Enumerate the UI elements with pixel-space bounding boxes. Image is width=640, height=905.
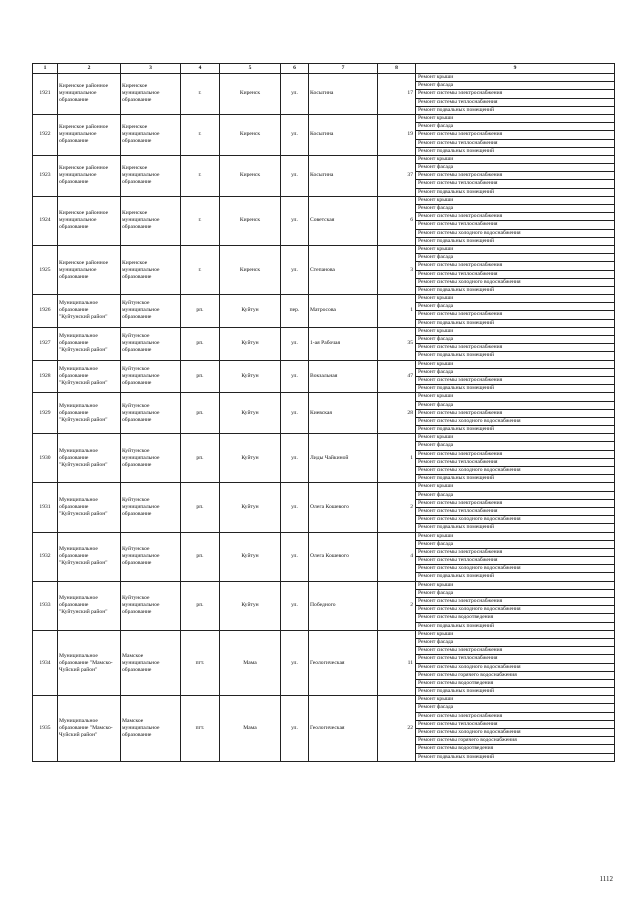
repair-works-cell: [416, 696, 615, 762]
settlement-name: Куйтун: [220, 295, 281, 328]
municipality: Куйтунское муниципальное образование: [121, 393, 181, 434]
street-name: Геологическая: [309, 696, 378, 762]
repair-work-item: Ремонт фасада: [416, 402, 614, 410]
municipality: Куйтунское муниципальное образование: [121, 532, 181, 581]
municipality: Куйтунское муниципальное образование: [121, 434, 181, 483]
municipality: Мамское муниципальное образование: [121, 696, 181, 762]
row-number: 1926: [33, 295, 58, 328]
table-row: [33, 393, 615, 434]
table-row: [33, 434, 615, 483]
street-type: ул.: [281, 483, 309, 532]
header-cell: 8: [378, 64, 416, 74]
municipal-district: Муниципальное образование "Куйтунский район": [58, 581, 121, 630]
repair-works-cell: [416, 327, 615, 360]
house-number: 19: [378, 114, 416, 155]
municipal-district: Киренское районное муниципальное образование: [58, 245, 121, 294]
header-row: [33, 64, 615, 74]
repair-work-item: Ремонт системы теплоснабжения: [416, 557, 614, 565]
house-number: 6: [378, 196, 416, 245]
settlement-name: Мама: [220, 630, 281, 696]
street-type: ул.: [281, 74, 309, 115]
repair-work-item: Ремонт системы теплоснабжения: [416, 99, 614, 107]
page-number: 1112: [599, 875, 613, 883]
street-name: Косыгина: [309, 114, 378, 155]
settlement-type: рп.: [181, 581, 220, 630]
house-number: 1: [378, 434, 416, 483]
repair-works-cell: [416, 483, 615, 532]
municipality: Куйтунское муниципальное образование: [121, 581, 181, 630]
municipality: Мамское муниципальное образование: [121, 630, 181, 696]
header-cell: 5: [220, 64, 281, 74]
repair-work-item: Ремонт системы водоотведения: [416, 680, 614, 688]
settlement-type: рп.: [181, 295, 220, 328]
street-type: ул.: [281, 114, 309, 155]
repair-work-item: Ремонт системы холодного водоснабжения: [416, 729, 614, 737]
house-number: 11: [378, 630, 416, 696]
street-name: Косыгина: [309, 74, 378, 115]
repair-work-item: Ремонт крыши: [416, 434, 614, 442]
settlement-type: г.: [181, 245, 220, 294]
repair-work-item: Ремонт подвальных помещений: [418, 319, 495, 326]
repair-works-cell: [416, 245, 615, 294]
street-name: Победного: [309, 581, 378, 630]
repair-work-item: Ремонт системы водоотведения: [416, 614, 614, 622]
repair-works-cell: [416, 155, 615, 196]
settlement-name: Куйтун: [220, 581, 281, 630]
table-row: [33, 532, 615, 581]
repair-works-cell: [416, 295, 615, 328]
repair-work-item: Ремонт крыши: [416, 393, 614, 401]
street-type: ул.: [281, 327, 309, 360]
street-name: Олега Кошевого: [309, 532, 378, 581]
repair-work-item: Ремонт фасада: [416, 704, 614, 712]
repair-work-item: Ремонт фасада: [416, 205, 614, 213]
repair-work-item: Ремонт системы теплоснабжения: [416, 508, 614, 516]
repair-work-item: Ремонт системы теплоснабжения: [416, 459, 614, 467]
street-name: Киевская: [309, 393, 378, 434]
repair-works-cell: [416, 196, 615, 245]
street-name: Степанова: [309, 245, 378, 294]
street-type: ул.: [281, 360, 309, 393]
repair-work-item: Ремонт системы холодного водоснабжения: [416, 664, 614, 672]
repair-work-item: Ремонт подвальных помещений: [418, 106, 495, 113]
header-cell: 9: [416, 64, 615, 74]
municipality: Куйтунское муниципальное образование: [121, 295, 181, 328]
street-name: Геологическая: [309, 630, 378, 696]
municipality: Киренское муниципальное образование: [121, 74, 181, 115]
repair-work-item: Ремонт фасада: [416, 492, 614, 500]
house-number: 35: [378, 327, 416, 360]
row-number: 1934: [33, 630, 58, 696]
repair-work-item: Ремонт системы электроснабжения: [416, 172, 614, 180]
table-row: [33, 155, 615, 196]
repair-works-cell: [416, 74, 615, 115]
repair-work-item: Ремонт крыши: [416, 74, 614, 82]
municipality: Киренское муниципальное образование: [121, 196, 181, 245]
house-number: 2: [378, 483, 416, 532]
repair-work-item: Ремонт крыши: [416, 483, 614, 491]
municipality: Киренское муниципальное образование: [121, 114, 181, 155]
row-number: 1932: [33, 532, 58, 581]
header-cell: 6: [281, 64, 309, 74]
street-type: ул.: [281, 196, 309, 245]
repair-work-item: Ремонт крыши: [416, 246, 614, 254]
row-number: 1925: [33, 245, 58, 294]
municipal-district: Муниципальное образование "Куйтунский район": [58, 360, 121, 393]
street-type: ул.: [281, 532, 309, 581]
settlement-type: г.: [181, 74, 220, 115]
table-row: [33, 196, 615, 245]
repair-work-item: Ремонт крыши: [416, 361, 614, 369]
repair-work-item: Ремонт подвальных помещений: [418, 622, 495, 629]
table-body: [33, 74, 615, 762]
street-type: ул.: [281, 630, 309, 696]
repair-work-item: Ремонт подвальных помещений: [418, 237, 495, 244]
table-row: [33, 696, 615, 762]
municipality: Киренское муниципальное образование: [121, 155, 181, 196]
municipal-district: Муниципальное образование "Куйтунский район": [58, 393, 121, 434]
settlement-name: Киренск: [220, 114, 281, 155]
row-number: 1931: [33, 483, 58, 532]
municipal-district: Муниципальное образование "Куйтунский район": [58, 434, 121, 483]
municipal-district: Муниципальное образование "Мамско-Чуйский район": [58, 696, 121, 762]
repair-work-item: Ремонт крыши: [416, 295, 614, 303]
repair-work-item: Ремонт системы холодного водоснабжения: [416, 279, 614, 287]
repair-work-item: Ремонт системы электроснабжения: [416, 262, 614, 270]
repair-work-item: Ремонт фасада: [416, 254, 614, 262]
repair-work-item: Ремонт крыши: [416, 328, 614, 336]
repair-work-item: Ремонт подвальных помещений: [418, 147, 495, 154]
settlement-type: рп.: [181, 532, 220, 581]
repair-work-item: Ремонт системы теплоснабжения: [416, 140, 614, 148]
repair-work-item: Ремонт крыши: [416, 156, 614, 164]
settlement-name: Киренск: [220, 74, 281, 115]
municipality: Куйтунское муниципальное образование: [121, 483, 181, 532]
repair-work-item: Ремонт фасада: [416, 336, 614, 344]
street-type: ул.: [281, 581, 309, 630]
repair-work-item: Ремонт подвальных помещений: [418, 385, 495, 392]
street-name: Вокзальная: [309, 360, 378, 393]
repair-work-item: Ремонт фасада: [416, 82, 614, 90]
house-number: 3: [378, 245, 416, 294]
house-number: 28: [378, 393, 416, 434]
repair-work-item: Ремонт системы горячего водоснабжения: [416, 672, 614, 680]
municipal-district: Киренское районное муниципальное образование: [58, 155, 121, 196]
table-row: [33, 74, 615, 115]
house-number: 2: [378, 581, 416, 630]
repair-work-item: Ремонт подвальных помещений: [418, 426, 495, 433]
repair-work-item: Ремонт системы электроснабжения: [416, 451, 614, 459]
table-row: [33, 360, 615, 393]
repair-work-item: Ремонт системы холодного водоснабжения: [416, 565, 614, 573]
municipal-district: Киренское районное муниципальное образование: [58, 196, 121, 245]
house-number: 17: [378, 74, 416, 115]
repair-work-item: Ремонт крыши: [416, 197, 614, 205]
repair-work-item: Ремонт крыши: [416, 582, 614, 590]
document-page: [32, 63, 614, 762]
row-number: 1929: [33, 393, 58, 434]
repair-work-item: Ремонт крыши: [416, 631, 614, 639]
repair-work-item: Ремонт фасада: [416, 123, 614, 131]
street-name: 1-ая Рабочая: [309, 327, 378, 360]
house-number: 4: [378, 532, 416, 581]
house-number: 22: [378, 696, 416, 762]
repair-works-cell: [416, 393, 615, 434]
repair-program-table: [32, 63, 615, 762]
repair-work-item: Ремонт системы теплоснабжения: [416, 271, 614, 279]
settlement-name: Киренск: [220, 196, 281, 245]
municipal-district: Муниципальное образование "Куйтунский район": [58, 532, 121, 581]
municipal-district: Муниципальное образование "Куйтунский район": [58, 295, 121, 328]
street-name: Матросова: [309, 295, 378, 328]
repair-work-item: Ремонт системы теплоснабжения: [416, 221, 614, 229]
settlement-type: пгт.: [181, 696, 220, 762]
municipal-district: Киренское районное муниципальное образование: [58, 74, 121, 115]
municipal-district: Муниципальное образование "Куйтунский район": [58, 483, 121, 532]
settlement-type: г.: [181, 196, 220, 245]
repair-work-item: Ремонт системы электроснабжения: [416, 213, 614, 221]
repair-work-item: Ремонт подвальных помещений: [418, 753, 495, 760]
table-row: [33, 295, 615, 328]
table-row: [33, 483, 615, 532]
repair-work-item: Ремонт фасада: [416, 590, 614, 598]
header-cell: 1: [33, 64, 58, 74]
repair-work-item: Ремонт фасада: [416, 639, 614, 647]
settlement-name: Куйтун: [220, 532, 281, 581]
repair-work-item: Ремонт фасада: [416, 164, 614, 172]
repair-work-item: Ремонт системы теплоснабжения: [416, 655, 614, 663]
settlement-type: рп.: [181, 327, 220, 360]
header-cell: 4: [181, 64, 220, 74]
row-number: 1927: [33, 327, 58, 360]
repair-work-item: Ремонт подвальных помещений: [418, 573, 495, 580]
repair-work-item: Ремонт фасада: [416, 442, 614, 450]
repair-work-item: Ремонт подвальных помещений: [418, 188, 495, 195]
table-row: [33, 581, 615, 630]
row-number: 1923: [33, 155, 58, 196]
settlement-type: г.: [181, 155, 220, 196]
settlement-name: Киренск: [220, 155, 281, 196]
row-number: 1933: [33, 581, 58, 630]
repair-works-cell: [416, 360, 615, 393]
settlement-type: рп.: [181, 393, 220, 434]
street-name: Советская: [309, 196, 378, 245]
repair-works-cell: [416, 630, 615, 696]
header-cell: 3: [121, 64, 181, 74]
repair-work-item: Ремонт системы холодного водоснабжения: [416, 606, 614, 614]
repair-work-item: Ремонт подвальных помещений: [418, 475, 495, 482]
municipal-district: Муниципальное образование "Мамско-Чуйский район": [58, 630, 121, 696]
row-number: 1921: [33, 74, 58, 115]
street-type: ул.: [281, 393, 309, 434]
settlement-name: Куйтун: [220, 483, 281, 532]
settlement-type: рп.: [181, 483, 220, 532]
repair-work-item: Ремонт системы электроснабжения: [416, 549, 614, 557]
settlement-type: рп.: [181, 360, 220, 393]
repair-work-item: Ремонт системы электроснабжения: [416, 713, 614, 721]
street-type: пер.: [281, 295, 309, 328]
row-number: 1924: [33, 196, 58, 245]
street-name: Косыгина: [309, 155, 378, 196]
repair-work-item: Ремонт подвальных помещений: [418, 524, 495, 531]
row-number: 1928: [33, 360, 58, 393]
settlement-name: Мама: [220, 696, 281, 762]
repair-work-item: Ремонт фасада: [416, 303, 614, 311]
repair-work-item: Ремонт системы холодного водоснабжения: [416, 516, 614, 524]
row-number: 1935: [33, 696, 58, 762]
row-number: 1922: [33, 114, 58, 155]
street-name: Лиды Чайкиной: [309, 434, 378, 483]
repair-works-cell: [416, 532, 615, 581]
house-number: 1: [378, 295, 416, 328]
repair-work-item: Ремонт подвальных помещений: [418, 286, 495, 293]
repair-work-item: Ремонт крыши: [416, 696, 614, 704]
table-row: [33, 114, 615, 155]
repair-work-item: Ремонт системы холодного водоснабжения: [416, 418, 614, 426]
settlement-type: г.: [181, 114, 220, 155]
repair-work-item: Ремонт системы теплоснабжения: [416, 721, 614, 729]
repair-work-item: Ремонт системы электроснабжения: [416, 344, 614, 352]
settlement-name: Куйтун: [220, 327, 281, 360]
house-number: 37: [378, 155, 416, 196]
repair-work-item: Ремонт системы холодного водоснабжения: [416, 230, 614, 238]
repair-works-cell: [416, 434, 615, 483]
street-type: ул.: [281, 434, 309, 483]
settlement-name: Куйтун: [220, 434, 281, 483]
table-row: [33, 327, 615, 360]
repair-work-item: Ремонт системы электроснабжения: [416, 311, 614, 319]
repair-work-item: Ремонт крыши: [416, 115, 614, 123]
repair-work-item: Ремонт системы электроснабжения: [416, 410, 614, 418]
repair-work-item: Ремонт фасада: [416, 369, 614, 377]
street-type: ул.: [281, 696, 309, 762]
repair-work-item: Ремонт крыши: [416, 533, 614, 541]
repair-work-item: Ремонт системы водоотведения: [416, 745, 614, 753]
settlement-type: пгт.: [181, 630, 220, 696]
repair-work-item: Ремонт системы электроснабжения: [416, 131, 614, 139]
table-row: [33, 630, 615, 696]
repair-work-item: Ремонт системы электроснабжения: [416, 598, 614, 606]
repair-work-item: Ремонт системы горячего водоснабжения: [416, 737, 614, 745]
repair-work-item: Ремонт системы электроснабжения: [416, 647, 614, 655]
house-number: 47: [378, 360, 416, 393]
repair-work-item: Ремонт системы электроснабжения: [416, 500, 614, 508]
repair-works-cell: [416, 581, 615, 630]
table-row: [33, 245, 615, 294]
repair-work-item: Ремонт системы теплоснабжения: [416, 180, 614, 188]
municipality: Киренское муниципальное образование: [121, 245, 181, 294]
repair-work-item: Ремонт системы электроснабжения: [416, 377, 614, 385]
repair-work-item: Ремонт системы электроснабжения: [416, 90, 614, 98]
settlement-name: Куйтун: [220, 393, 281, 434]
repair-work-item: Ремонт подвальных помещений: [418, 688, 495, 695]
municipality: Куйтунское муниципальное образование: [121, 327, 181, 360]
repair-work-item: Ремонт фасада: [416, 541, 614, 549]
repair-works-cell: [416, 114, 615, 155]
municipality: Куйтунское муниципальное образование: [121, 360, 181, 393]
street-type: ул.: [281, 245, 309, 294]
settlement-type: рп.: [181, 434, 220, 483]
settlement-name: Куйтун: [220, 360, 281, 393]
repair-work-item: Ремонт подвальных помещений: [418, 352, 495, 359]
street-type: ул.: [281, 155, 309, 196]
municipal-district: Муниципальное образование "Куйтунский район": [58, 327, 121, 360]
repair-work-item: Ремонт системы холодного водоснабжения: [416, 467, 614, 475]
settlement-name: Киренск: [220, 245, 281, 294]
row-number: 1930: [33, 434, 58, 483]
street-name: Олега Кошевого: [309, 483, 378, 532]
municipal-district: Киренское районное муниципальное образование: [58, 114, 121, 155]
header-cell: 7: [309, 64, 378, 74]
header-cell: 2: [58, 64, 121, 74]
